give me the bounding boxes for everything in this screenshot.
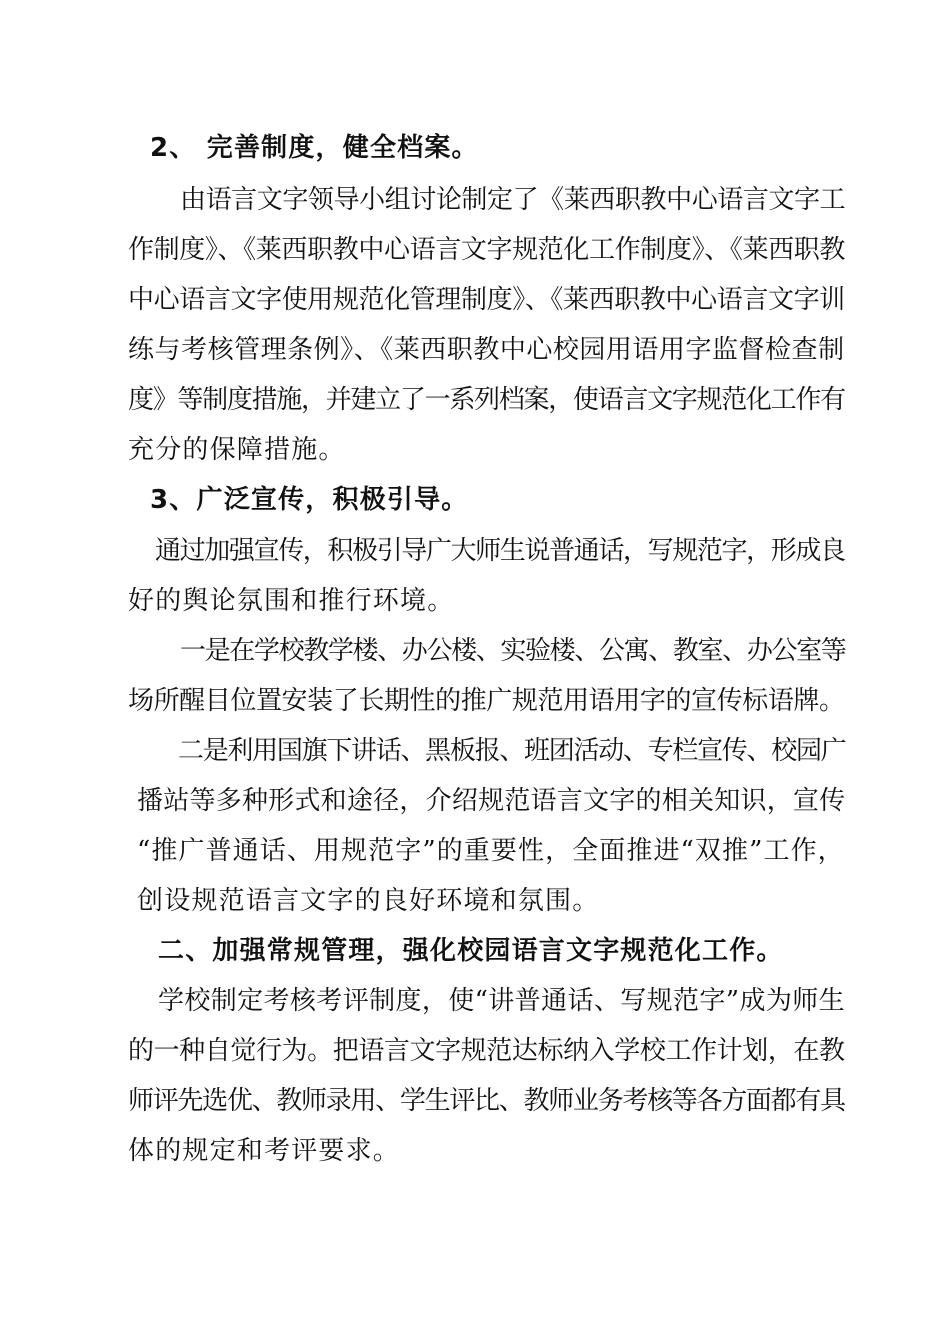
paragraph-line: 的一种自觉行为。把语言文字规范达标纳入学校工作计划，在教 xyxy=(128,1036,845,1066)
paragraph-line: 作制度》、《莱西职教中心语言文字规范化工作制度》、《莱西职教 xyxy=(128,235,846,265)
section-heading: 2、 完善制度，健全档案。 xyxy=(150,133,479,163)
paragraph-line: 练与考核管理条例》、《莱西职教中心校园用语用字监督检查制 xyxy=(128,335,845,365)
paragraph-line: 师评先选优、教师录用、学生评比、教师业务考核等各方面都有具 xyxy=(128,1086,845,1116)
paragraph-line: 好的舆论氛围和推行环境。 xyxy=(128,586,455,616)
section-heading: 3、广泛宣传，积极引导。 xyxy=(150,485,469,515)
section-heading: 二、加强常规管理，强化校园语言文字规范化工作。 xyxy=(158,936,784,966)
paragraph-line: 场所醒目位置安装了长期性的推广规范用语用字的宣传标语牌。 xyxy=(128,686,845,716)
paragraph-line: 中心语言文字使用规范化管理制度》、《莱西职教中心语言文字训 xyxy=(128,285,845,315)
paragraph-line: 由语言文字领导小组讨论制定了《莱西职教中心语言文字工 xyxy=(180,185,846,215)
paragraph-line: 一是在学校教学楼、办公楼、实验楼、公寓、教室、办公室等 xyxy=(180,636,846,666)
paragraph-line: 体的规定和考评要求。 xyxy=(128,1136,401,1166)
paragraph-line: 学校制定考核考评制度，使“讲普通话、写规范字”成为师生 xyxy=(158,986,845,1016)
paragraph-line: 通过加强宣传，积极引导广大师生说普通话，写规范字，形成良 xyxy=(155,536,845,566)
paragraph-line: 播站等多种形式和途径，介绍规范语言文字的相关知识，宣传 xyxy=(137,786,846,816)
paragraph-line: 二是利用国旗下讲话、黑板报、班团活动、专栏宣传、校园广 xyxy=(178,736,846,766)
paragraph-line: 度》等制度措施，并建立了一系列档案，使语言文字规范化工作有 xyxy=(128,385,845,415)
paragraph-line: “推广普通话、用规范字”的重要性，全面推进“双推”工作， xyxy=(137,836,845,866)
paragraph-line: 创设规范语言文字的良好环境和氛围。 xyxy=(137,886,600,916)
paragraph-line: 充分的保障措施。 xyxy=(128,435,346,465)
